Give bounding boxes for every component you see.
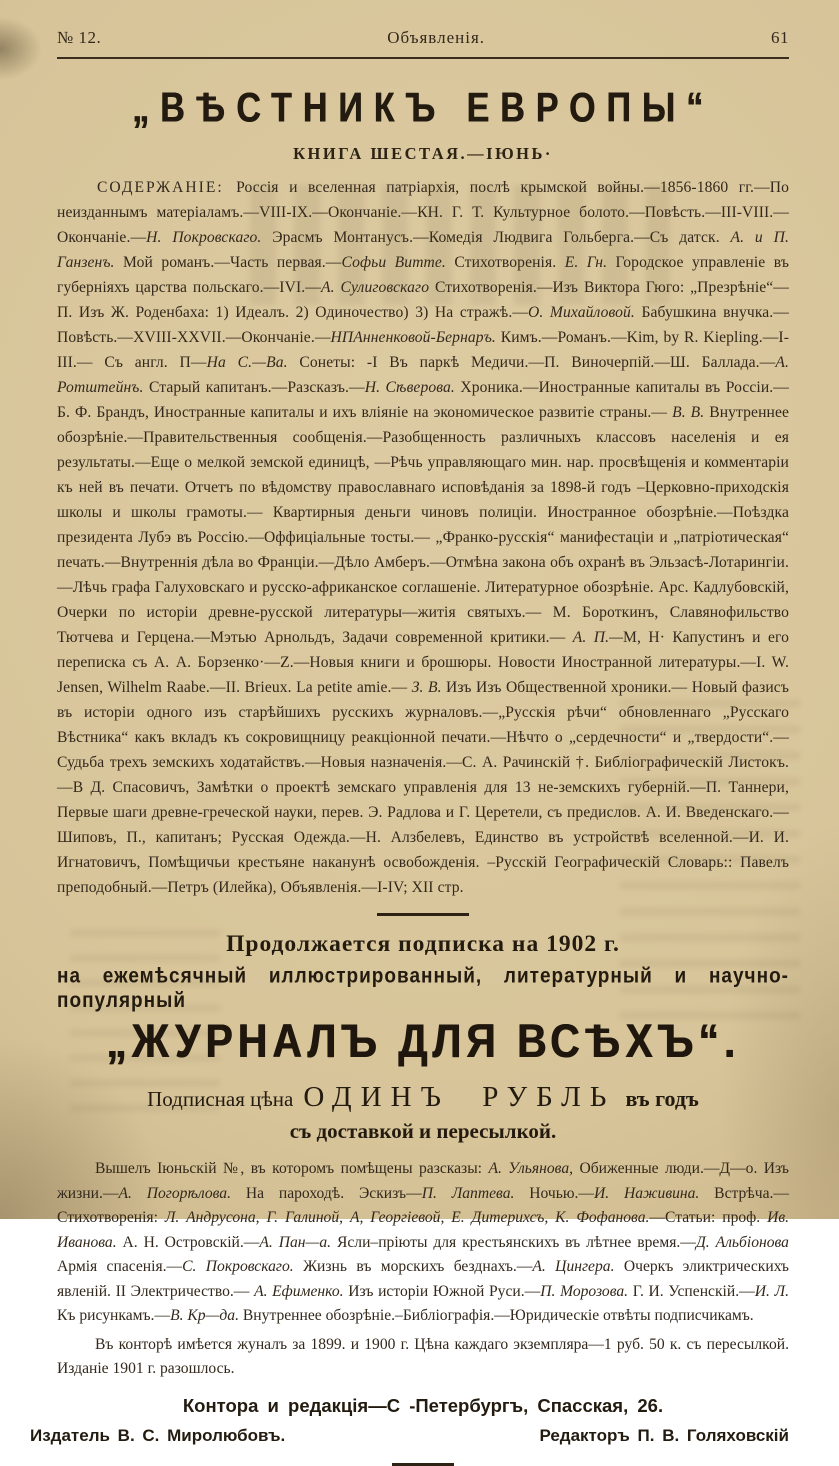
end-rule <box>392 1463 454 1466</box>
price-suffix: въ годъ <box>625 1086 699 1111</box>
book-subtitle: КНИГА ШЕСТАЯ.—ІЮНЬ· <box>293 144 553 163</box>
editor-credit: Редакторъ П. В. Голяховскій <box>539 1425 789 1445</box>
issue-contents-paragraph: Вышелъ Іюньскій №, въ которомъ помѣщены разсказы: А. Ульянова, Обиженные люди.—Д—о. Изъ жизни.—А. Погорѣлова. На пароходѣ. Эскизъ—П. Лаптева. Ночью.—И. Наживина. Встрѣча.—Стихотворенія: Л. Андрусона, Г. Галиной, А, Георгіевой, Е. Дитерихсъ, К. Фофанова.—Статьи: проф. Ив. Иванова. А. Н. Островскій.—А. Пан—а. Ясли–пріюты для крестьянскихъ въ лѣтнее время.—Д. Альбіонова Армія спасенія.—С. Покровскаго. Жизнь въ морскихъ безднахъ.—А. Цингера. Очеркъ эликтрическихъ явленій. II Электричество.— А. Ефименко. Изъ исторіи Южной Руси.—П. Морозова. Г. И. Успенскій.—И. Л. Къ рисункамъ.—В. Кр—да. Внутреннее обозрѣніе.–Библіографія.—Юридическіе отвѣты подписчикамъ. <box>57 1160 790 1324</box>
header-rule <box>57 57 789 59</box>
office-address: Контора и редакція—С -Петербургъ, Спасская, 26. <box>182 1394 664 1416</box>
subscription-heading: Продолжается подписка на 1902 г. <box>226 931 620 957</box>
price-prefix: Подписная цѣна <box>147 1087 294 1111</box>
back-issues-note: Въ конторѣ имѣется жуналъ за 1899. и 1900 г. Цѣна каждаго экземпляра—1 руб. 50 к. съ пересылкой. Изданіе 1901 г. разошлось. <box>57 1335 789 1377</box>
price-amount: ОДИНЪ РУБЛЬ <box>303 1081 616 1113</box>
issue-number: № 12. <box>57 28 102 47</box>
section-divider <box>377 913 469 916</box>
delivery-line: съ доставкой и пересылкой. <box>289 1119 557 1143</box>
vestnik-evropy-title: „ВѢСТНИКЪ ЕВРОПЫ“ <box>132 84 714 132</box>
subscription-tagline: на ежемѣсячный иллюстрированный, литературный и научно-популярный <box>57 964 789 1013</box>
zhurnal-dlya-vsekh-title: „ЖУРНАЛЪ ДЛЯ ВСѢХЪ“. <box>106 1014 740 1068</box>
price-line <box>57 1081 789 1114</box>
page-number: 61 <box>770 28 789 47</box>
section-label: Объявленія. <box>387 28 486 47</box>
credits-row <box>30 1426 789 1446</box>
page-header <box>57 28 789 48</box>
contents-paragraph: СОДЕРЖАНІЕ: Россія и вселенная патріархія, послѣ крымской войны.—1856-1860 гг.—По неизданнымъ матеріаламъ.—VIII-IX.—Окончаніе.—КН. Г. Т. Культурное болото.—Повѣсть.—III-VIII.—Окончаніе.—Н. Покровскаго. Эрасмъ Монтанусъ.—Комедія Людвига Гольберга.—Съ датск. А. и П. Ганзенъ. Мой романъ.—Часть первая.—Софьи Витте. Стихотворенія. Е. Гн. Городское управленіе въ губерніяхъ царства польскаго.—IVI.—А. Сулиговскаго Стихотворенія.—Изъ Виктора Гюго: „Презрѣніе“—П. Изъ Ж. Роденбаха: 1) Идеалъ. 2) Одиночество) 3) На стражѣ.—О. Михайловой. Бабушкина внучка.—Повѣсть.—XVIII-XXVII.—Окончаніе.—НПАнненковой-Бернаръ. Кимъ.—Романъ.—Kim, by R. Kiepling.—I-III.— Съ англ. П—На С.—Ва. Сонеты: -I Въ паркѣ Медичи.—П. Виночерпій.—Ш. Баллада.—А. Ротштейнъ. Старый капитанъ.—Разсказъ.—Н. Сѣверова. Хроника.—Иностранные капиталы въ Россіи.—Б. Ф. Брандъ, Иностранные капиталы и ихъ вліяніе на экономическое развитіе страны.— В. В. Внутреннее обозрѣніе.—Правительственныя сообщенія.—Разобщенность различныхъ классовъ населенія и ея результаты.—Еще о мелкой земской единицѣ, —Рѣчь управляющаго мин. нар. просвѣщенія и комментаріи къ ней въ печати. Отчетъ по вѣдомству православнаго исповѣданія за 1898-й годъ –Церковно-приходскія школы и школы грамоты.— Квартирныя деньги чиновъ полиціи. Иностранное обозрѣніе.—Поѣздка президента Лубэ въ Россію.—Оффиціальные тосты.— „Франко-русскія“ манифестаціи и „патріотическая“ печать.—Внутреннія дѣла во Франціи.—Дѣло Амберъ.—Отмѣна закона объ охранѣ въ Эльзасѣ-Лотарингіи.—Лѣчь графа Галуховскаго и русско-африканское соглашеніе. Литературное обозрѣніе. Арс. Кадлубовскій, Очерки по исторіи древне-русской литературы—житія святыхъ.— М. Бороткинъ, Славянофильство Тютчева и Герцена.—Мэтью Арнольдъ, Задачи современной критики.— А. П.—М, Н· Капустинъ и его переписка съ А. А. Борзенко·—Z.—Новыя книги и брошюры. Новости Иностранной литературы.—I. W. Jensen, Wilhelm Raabe.—II. Brieux. La petite amie.— З. В. Изъ Изъ Общественной хроники.— Новый фазисъ въ исторіи одного изъ старѣйшихъ русскихъ журналовъ.—„Русскія рѣчи“ обновленнаго „Русскаго Вѣстника“ какъ вкладъ къ сокровищницу реакціонной печати.—Нѣчто о „сердечности“ и „твердости“.—Судьба трехъ земскихъ ходатайствъ.—Новыя назначенія.—С. А. Рачинскій †. Библіографическій Листокъ.—В Д. Спасовичъ, Замѣтки о проектѣ земскаго управленія для 13 не-земскихъ губерній.—П. Таннери, Первые шаги древне-греческой науки, перев. Э. Радлова и Г. Церетели, съ предислов. А. И. Введенскаго.—Шиповъ, П., капитанъ; Русская Одежда.—Н. Алзбелевъ, Единство въ устройствѣ вселенной.—И. И. Игнатовичъ, Помѣщичьи крестьяне наканунѣ освобожденія. –Русскій Географическій Словарь:: Павелъ преподобный.—Петръ (Илейка), Объявленія.—I-IV; XII стр. <box>57 179 790 896</box>
publisher-credit: Издатель В. С. Миролюбовъ. <box>30 1425 286 1445</box>
